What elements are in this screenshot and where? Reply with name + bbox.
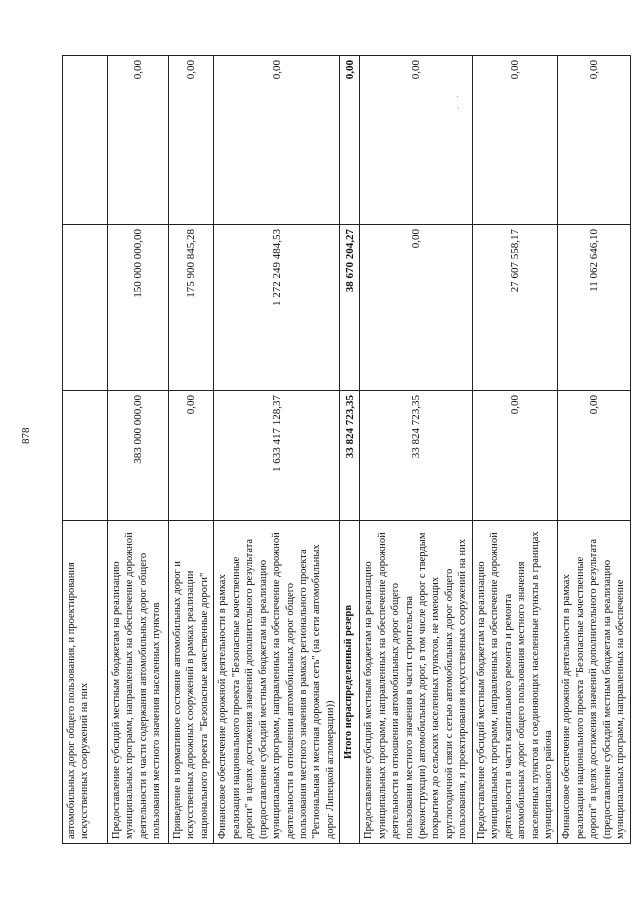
row-description: Предоставление субсидий местным бюджетам на реализацию муниципальных программ, направленных на обеспечение дорожной деятельности в части содержания автомобильных дорог общего пользования местного значения населенных пунктов [108, 521, 169, 844]
amount-col-2: 150 000 000,00 [108, 225, 169, 391]
table-row [214, 56, 340, 844]
amount-col-3 [63, 56, 108, 225]
table-row [169, 56, 214, 844]
amount-col-3: 0,00 [108, 56, 169, 225]
table-row [360, 56, 473, 844]
table-row [108, 56, 169, 844]
amount-col-1: 1 633 417 128,37 [214, 391, 340, 521]
amount-col-1: 0,00 [558, 391, 630, 521]
amount-col-2: 11 062 646,10 [558, 225, 630, 391]
row-description: Предоставление субсидий местным бюджетам на реализацию муниципальных программ, направленных на обеспечение дорожной деятельности в части капитального ремонта и ремонта автомобильных дорог общего пользования местного значения населенных пунктов и соединяющих населенные пункты в границах муниципального района [472, 521, 558, 844]
amount-col-3: 0,00 [214, 56, 340, 225]
amount-col-1: 33 824 723,35 [360, 391, 473, 521]
amount-col-2 [63, 225, 108, 391]
row-description: автомобильных дорог общего пользования, и проектирования искусственных сооружений на них [63, 521, 108, 844]
rotated-table-container [62, 56, 627, 844]
amount-col-2: 1 272 249 484,53 [214, 225, 340, 391]
amount-col-3: 0,00 [558, 56, 630, 225]
amount-col-3: 0,00 [340, 56, 360, 225]
page-number: 878 [20, 427, 32, 444]
row-description: Финансовое обеспечение дорожной деятельности в рамках реализации национального проекта "Безопасные качественные дороги" в целях достижения значений дополнительного результата (предоставление субсидий местным бюджетам на реализацию муниципальных программ, направленных на обеспечение дорожной деятельности в отношении автомобильных дорог общего пользования местного значения в рамках регионального проекта "Региональная и местная дорожная сеть" (на сети автомобильных дорог Липецкой агломерации)) [214, 521, 340, 844]
amount-col-1: 0,00 [472, 391, 558, 521]
row-description: Итого нераспределенный резерв [340, 521, 360, 844]
row-description: Приведение в нормативное состояние автомобильных дорог и искусственных дорожных сооружений в рамках реализации национального проекта "Безопасные качественные дороги" [169, 521, 214, 844]
table-row [472, 56, 558, 844]
amount-col-2: 175 900 845,28 [169, 225, 214, 391]
amount-col-3: 0,00 [360, 56, 473, 225]
amount-col-1: 0,00 [169, 391, 214, 521]
table-row [558, 56, 630, 844]
amount-col-1 [63, 391, 108, 521]
amount-col-3: 0,00 [169, 56, 214, 225]
amount-col-2: 38 670 204,27 [340, 225, 360, 391]
amount-col-1: 33 824 723,35 [340, 391, 360, 521]
row-description: Финансовое обеспечение дорожной деятельности в рамках реализации национального проекта "Безопасные качественные дороги" в целях достижения значений дополнительного результата (предоставление субсидий местным бюджетам на реализацию муниципальных программ, направленных на обеспечение [558, 521, 630, 844]
scan-speck [457, 96, 458, 97]
table-row [63, 56, 108, 844]
amount-col-3: 0,00 [472, 56, 558, 225]
budget-table [62, 55, 631, 844]
amount-col-1: 383 000 000,00 [108, 391, 169, 521]
amount-col-2: 0,00 [360, 225, 473, 391]
row-description: Предоставление субсидий местным бюджетам на реализацию муниципальных программ, направленных на обеспечение дорожной деятельности в отношении автомобильных дорог общего пользования местного значения в части строительства (реконструкции) автомобильных дорог, в том числе дорог с твердым покрытием до сельских населенных пунктов, не имеющих круглогодичной связи с сетью автомобильных дорог общего пользования, и проектирования искусственных сооружений на них [360, 521, 473, 844]
table-row [340, 56, 360, 844]
budget-table-body [63, 56, 631, 844]
scan-speck [458, 108, 459, 109]
amount-col-2: 27 607 558,17 [472, 225, 558, 391]
